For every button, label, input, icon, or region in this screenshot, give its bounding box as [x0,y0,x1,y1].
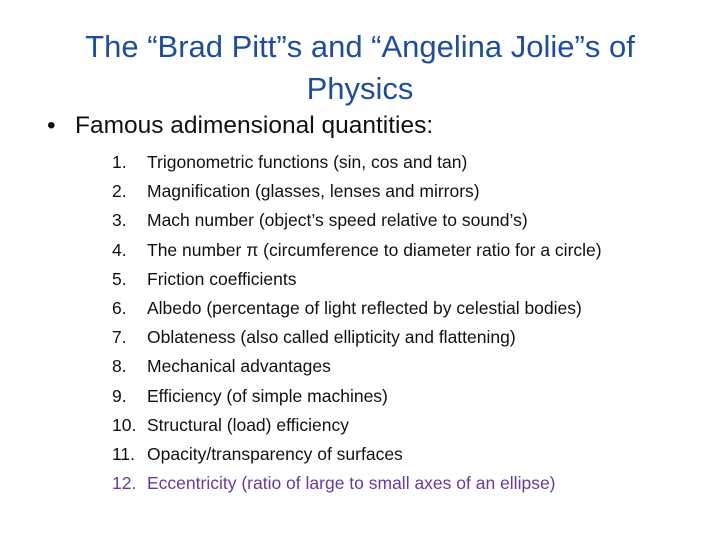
item-number: 2. [112,181,127,202]
item-text: Oblateness (also called ellipticity and flattening) [147,327,516,348]
item-number: 7. [112,327,127,348]
item-text: Opacity/transparency of surfaces [147,443,403,464]
list-item [112,411,712,440]
list-item [112,323,712,352]
item-number: 9. [112,385,127,406]
item-number: 8. [112,356,127,377]
title-line-1: The “Brad Pitt”s and “Angelina Jolie”s of [85,29,635,64]
list-item [112,236,712,265]
item-number: 12. [112,473,137,494]
item-text: Friction coefficients [147,268,297,289]
item-text: The number π (circumference to diameter ratio for a circle) [147,239,602,260]
list-item [112,206,712,235]
list-item [112,265,712,294]
bullet-heading [47,112,433,140]
item-number: 5. [112,268,127,289]
list-item [112,469,712,498]
item-text: Eccentricity (ratio of large to small axes of an ellipse) [147,473,556,494]
list-item [112,352,712,381]
item-text: Efficiency (of simple machines) [147,385,388,406]
item-number: 1. [112,152,127,172]
item-text: Magnification (glasses, lenses and mirrors) [147,181,480,202]
bullet-marker: • [47,112,56,139]
bullet-text: Famous adimensional quantities: [75,112,434,139]
title-line-2: Physics [306,71,414,106]
item-number: 10. [112,414,137,435]
list-item [112,440,712,469]
list-item [112,294,712,323]
item-text: Mechanical advantages [147,356,331,377]
slide-title [40,26,680,110]
item-text: Trigonometric functions (sin, cos and tan) [147,152,468,172]
item-number: 6. [112,297,127,318]
list-item [112,382,712,411]
item-text: Structural (load) efficiency [147,414,349,435]
item-number: 11. [112,443,136,464]
item-number: 4. [112,239,127,260]
item-text: Mach number (object’s speed relative to sound’s) [147,210,528,231]
list-item [112,148,712,177]
item-text: Albedo (percentage of light reflected by celestial bodies) [147,297,582,318]
list-item [112,177,712,206]
quantities-list [112,148,712,498]
item-number: 3. [112,210,127,231]
